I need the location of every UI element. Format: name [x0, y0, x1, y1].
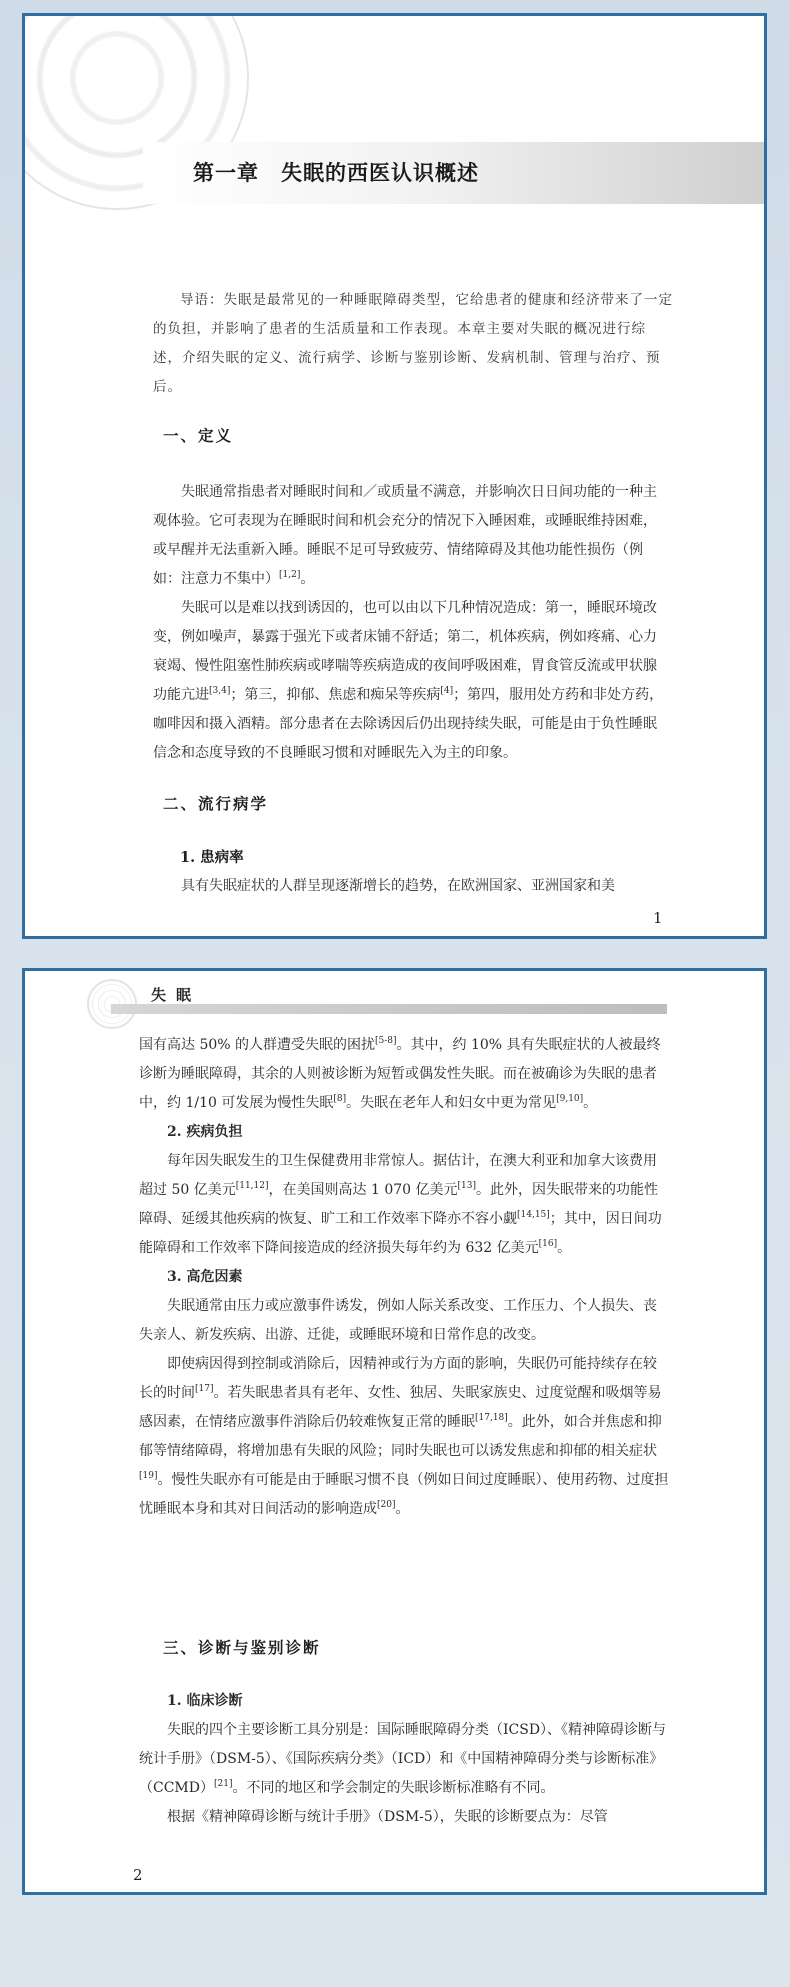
- citation: [17,18]: [475, 1413, 508, 1423]
- paragraph: [139, 1147, 669, 1263]
- text: 。此外，如合并焦虑和抑郁等情绪障碍，将增加患有失眠的风险；同时失眠也可以诱发焦虑和抑郁的相关症状: [139, 1414, 662, 1459]
- citation: [5-8]: [375, 1036, 397, 1046]
- text: ；第三，抑郁、焦虑和痴呆等疾病: [230, 687, 441, 703]
- paragraph: [139, 1350, 669, 1524]
- subsection-heading-risk-factors: [139, 1263, 669, 1292]
- text: ；第四，服用处方药和非处方药，咖啡因和摄入酒精。部分患者在去除诱因后仍出现持续失眠，可能是由于负性睡眠信念和态度导致的不良睡眠习惯和对睡眠先入为主的印象。: [153, 687, 664, 761]
- text: 1. 临床诊断: [167, 1693, 243, 1709]
- citation: [4]: [440, 686, 454, 696]
- text: 失眠可以是难以找到诱因的，也可以由以下几种情况造成：第一，睡眠环境改变，例如噪声，暴露于强光下或者床铺不舒适；第二，机体疾病，例如疼痛、心力衰竭、慢性阻塞性肺疾病或哮喘等疾病造成的夜间呼吸困难，胃食管反流或甲状腺功能亢进: [153, 600, 657, 703]
- citation: [8]: [333, 1094, 347, 1104]
- text: 。不同的地区和学会制定的失眠诊断标准略有不同。: [232, 1780, 555, 1796]
- citation: [3,4]: [209, 686, 231, 696]
- paragraph: 根据《精神障碍诊断与统计手册》（DSM-5），失眠的诊断要点为：尽管: [167, 1809, 608, 1825]
- page2-body: [139, 1031, 669, 1524]
- subsection-heading-burden: [139, 1118, 669, 1147]
- section-heading-definition: 一、定义: [163, 426, 234, 445]
- citation: [21]: [213, 1779, 233, 1789]
- subsection-heading-clinical-diagnosis: [139, 1687, 669, 1716]
- text: 每年因失眠发生的卫生保健费用非常惊人。据估计，在澳大利亚和加拿大该费用超过 50 亿美元: [139, 1153, 657, 1198]
- text: 。: [300, 571, 315, 587]
- text: 失眠的四个主要诊断工具分别是：国际睡眠障碍分类（ICSD）、《精神障碍诊断与统计手册》（DSM-5）、《国际疾病分类》（ICD）和《中国精神障碍分类与诊断标准》（CCMD）: [139, 1722, 667, 1796]
- text: 国有高达 50% 的人群遭受失眠的困扰: [139, 1037, 376, 1053]
- paragraph: [139, 1031, 669, 1118]
- paragraph: [153, 478, 669, 594]
- citation: [9,10]: [556, 1094, 584, 1104]
- text: 。慢性失眠亦有可能是由于睡眠习惯不良（例如日间过度睡眠）、使用药物、过度担忧睡眠本身和其对日间活动的影响造成: [139, 1472, 669, 1517]
- text: 失眠通常指患者对睡眠时间和／或质量不满意，并影响次日日间功能的一种主观体验。它可表现为在睡眠时间和机会充分的情况下入睡困难，或睡眠维持困难，或早醒并无法重新入睡。睡眠不足可导致疲劳、情绪障碍及其他功能性损伤（例如：注意力不集中）: [153, 484, 657, 587]
- text: 。此外，因失眠带来的功能性障碍、延缓其他疾病的恢复、旷工和工作效率下降亦不容小觑: [139, 1182, 658, 1227]
- citation: [20]: [377, 1500, 396, 1510]
- citation: [19]: [139, 1471, 158, 1481]
- text: 3. 高危因素: [167, 1269, 243, 1285]
- text: 。失眠在老年人和妇女中更为常见: [346, 1095, 557, 1111]
- citation: [1,2]: [279, 570, 301, 580]
- paragraph: 失眠通常由压力或应激事件诱发，例如人际关系改变、工作压力、个人损失、丧失亲人、新发疾病、出游、迁徙，或睡眠环境和日常作息的改变。: [139, 1298, 657, 1343]
- paragraph: 具有失眠症状的人群呈现逐渐增长的趋势，在欧洲国家、亚洲国家和美: [181, 878, 615, 894]
- text: ；其中，因日间功能障碍和工作效率下降间接造成的经济损失每年约为 632 亿美元: [139, 1211, 662, 1256]
- text: 。若失眠患者具有老年、女性、独居、失眠家族史、过度觉醒和吸烟等易感因素，在情绪应激事件消除后仍较难恢复正常的睡眠: [139, 1385, 662, 1430]
- citation: [17]: [195, 1384, 214, 1394]
- paragraph: [153, 594, 669, 768]
- citation: [16]: [538, 1239, 558, 1249]
- chapter-abstract: 导语：失眠是最常见的一种睡眠障碍类型，它给患者的健康和经济带来了一定的负担，并影响了患者的生活质量和工作表现。本章主要对失眠的概况进行综述，介绍失眠的定义、流行病学、诊断与鉴别诊断、发病机制、管理与治疗、预后。: [153, 292, 673, 395]
- chapter-title: 第一章 失眠的西医认识概述: [193, 160, 479, 185]
- citation: [14,15]: [517, 1210, 550, 1220]
- page-number: 1: [653, 909, 663, 927]
- section-heading-epidemiology: 二、流行病学: [163, 794, 269, 813]
- text: 即使病因得到控制或消除后，因精神或行为方面的影响，失眠仍可能持续存在较长的时间: [139, 1356, 657, 1401]
- text: 。: [395, 1501, 410, 1517]
- paragraph: [139, 1716, 669, 1803]
- running-header-title: 失眠: [151, 986, 202, 1004]
- subsection-heading-prevalence: 1. 患病率: [180, 849, 244, 866]
- diagnosis-body: [139, 1687, 669, 1832]
- book-page-2: [22, 968, 767, 1895]
- running-header-bar: [111, 1004, 667, 1014]
- text: ，在美国则高达 1 070 亿美元: [268, 1182, 458, 1198]
- citation: [11,12]: [235, 1181, 269, 1191]
- text: 2. 疾病负担: [167, 1124, 243, 1140]
- page-number: 2: [133, 1866, 143, 1884]
- text: 。: [583, 1095, 598, 1111]
- book-page-1: [22, 13, 767, 939]
- definition-body: [153, 478, 669, 768]
- text: 。其中，约 10% 具有失眠症状的人被最终诊断为睡眠障碍，其余的人则被诊断为短暂或偶发性失眠。而在被确诊为失眠的患者中，约 1/10 可发展为慢性失眠: [139, 1037, 661, 1111]
- prevalence-body: [153, 872, 669, 901]
- citation: [13]: [457, 1181, 476, 1191]
- text: 。: [557, 1240, 572, 1256]
- section-heading-diagnosis: 三、诊断与鉴别诊断: [163, 1638, 321, 1657]
